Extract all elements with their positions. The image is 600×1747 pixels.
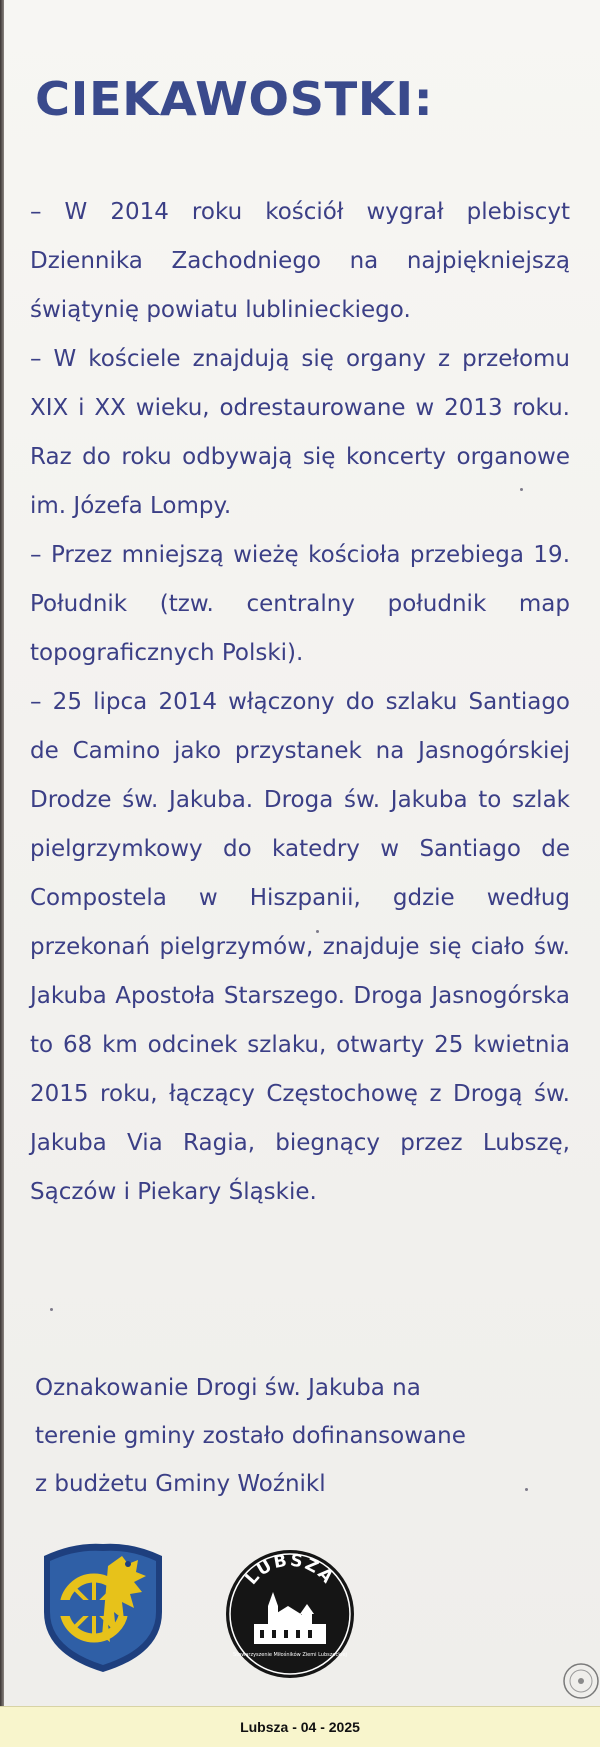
fact-paragraph-3: – Przez mniejszą wieżę kościoła przebiega 19. Południk (tzw. centralny południk map topograficznych Polski). [30,542,570,666]
sign-title: CIEKAWOSTKI: [35,72,434,126]
funding-note-line-1: Oznakowanie Drogi św. Jakuba na [35,1375,421,1401]
board-edge [0,0,4,1706]
photo-caption: Lubsza - 04 - 2025 [240,1719,360,1735]
watermark-stamp-icon [562,1662,600,1700]
photo-caption-bar [0,1706,600,1747]
coat-of-arms-icon [38,1542,168,1674]
surface-speck [520,488,523,491]
surface-speck [316,930,319,933]
funding-note [35,1364,555,1508]
funding-note-line-2: terenie gminy zostało dofinansowane [35,1423,466,1449]
surface-speck [525,1488,528,1491]
svg-text:Stowarzyszenie Miłośników Ziem: Stowarzyszenie Miłośników Ziemi Lubszeckiej [233,1652,347,1658]
lubsza-seal-icon [224,1548,356,1680]
fact-paragraph-4: – 25 lipca 2014 włączony do szlaku Santiago de Camino jako przystanek na Jasnogórskiej Drodze św. Jakuba. Droga św. Jakuba to szlak pielgrzymkowy do katedry w Santiago de Compostela w Hiszpanii, gdzie według przekonań pielgrzymów, znajduje się ciało św. Jakuba Apostoła Starszego. Droga Jasnogórska to 68 km odcinek szlaku, otwarty 25 kwietnia 2015 roku, łączący Częstochowę z Drogą św. Jakuba Via Ragia, biegnący przez Lubszę, Sączów i Piekary Śląskie. [30,689,570,1205]
fact-paragraph-1: – W 2014 roku kościół wygrał plebiscyt Dziennika Zachodniego na najpiękniejszą świątynię powiatu lublinieckiego. [30,199,570,323]
fact-paragraph-2: – W kościele znajdują się organy z przełomu XIX i XX wieku, odrestaurowane w 2013 roku. Raz do roku odbywają się koncerty organowe im. Józefa Lompy. [30,346,570,519]
funding-note-line-3: z budżetu Gminy Woźnikl [35,1471,326,1497]
facts-text [30,188,570,1217]
svg-text:LUBSZA: LUBSZA [241,1550,339,1589]
surface-speck [50,1308,53,1311]
